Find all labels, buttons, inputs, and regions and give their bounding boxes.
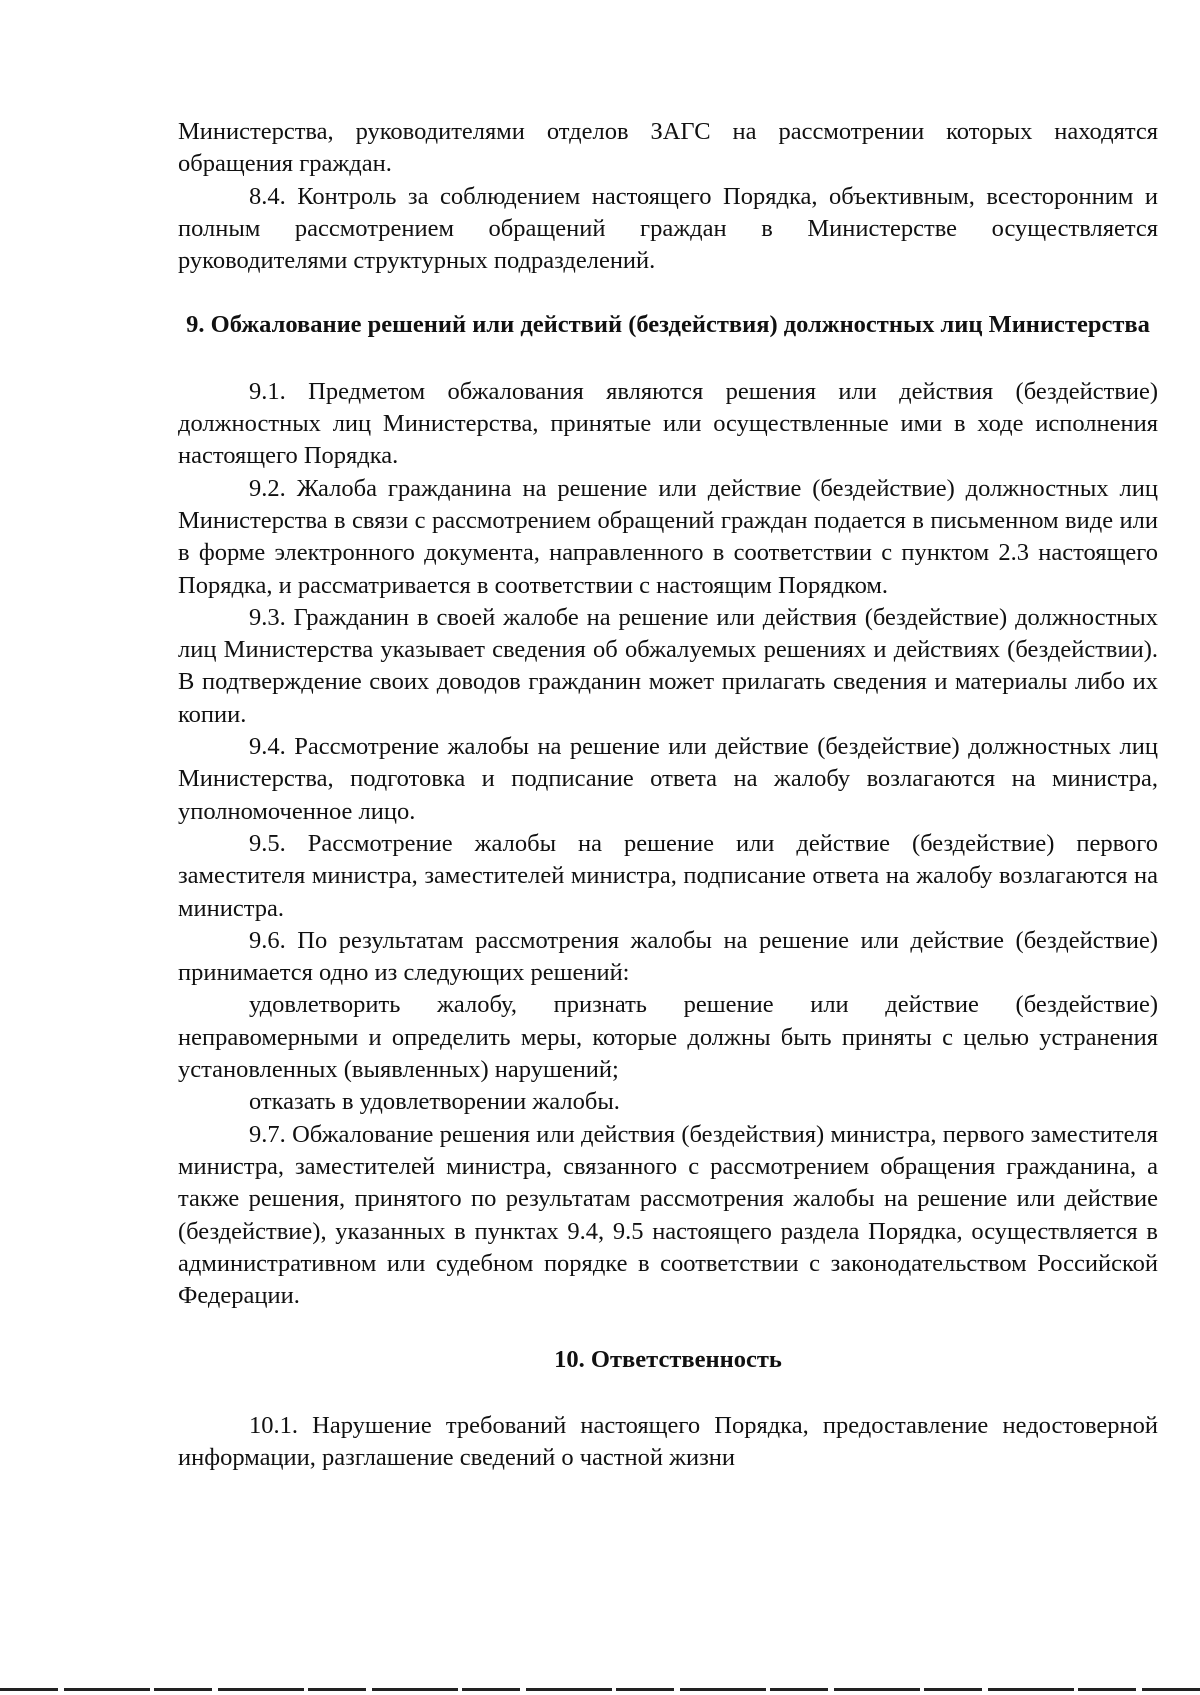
paragraph: 9.4. Рассмотрение жалобы на решение или действие (бездействие) должностных лиц Министерства, подготовка и подписание ответа на жалобу возлагаются на министра, уполномоченное лицо. <box>178 733 1158 825</box>
section-heading: 10. Ответственность <box>554 1346 782 1374</box>
paragraph: 9.5. Рассмотрение жалобы на решение или действие (бездействие) первого заместителя министра, заместителей министра, подписание ответа на жалобу возлагаются на министра. <box>178 829 1158 922</box>
paragraph: 9.7. Обжалование решения или действия (бездействия) министра, первого заместителя министра, заместителей министра, связанного с рассмотрением обращения гражданина, а также решения, принятого по результатам рассмотрения жалобы на решение или действие (бездействие), указанных в пунктах 9.4, 9.5 настоящего раздела Порядка, осуществляется в административном или судебном порядке в соответствии с законодательством Российской Федерации. <box>178 1120 1158 1310</box>
paragraph: отказать в удовлетворении жалобы. <box>249 1088 620 1116</box>
paragraph: 8.4. Контроль за соблюдением настоящего Порядка, объективным, всесторонним и полным рассмотрением обращений граждан в Министерстве осуществляется руководителями структурных подразделений. <box>178 182 1158 275</box>
paragraph: 9.1. Предметом обжалования являются решения или действия (бездействие) должностных лиц Министерства, принятые или осуществленные ими в ходе исполнения настоящего Порядка. <box>178 377 1158 470</box>
paragraph: 9.6. По результатам рассмотрения жалобы на решение или действие (бездействие) принимается одно из следующих решений: <box>178 926 1158 987</box>
document-body <box>178 116 1158 1474</box>
section-heading: 9. Обжалование решений или действий (бездействия) должностных лиц Министерства <box>186 311 1150 339</box>
paragraph: 9.3. Гражданин в своей жалобе на решение или действия (бездействие) должностных лиц Министерства указывает сведения об обжалуемых решениях и действиях (бездействии). В подтверждение своих доводов гражданин может прилагать сведения и материалы либо их копии. <box>178 603 1158 728</box>
paragraph: 9.2. Жалоба гражданина на решение или действие (бездействие) должностных лиц Министерства в связи с рассмотрением обращений граждан подается в письменном виде или в форме электронного документа, направленного в соответствии с пунктом 2.3 настоящего Порядка, и рассматривается в соответствии с настоящим Порядком. <box>178 474 1158 599</box>
paragraph: Министерства, руководителями отделов ЗАГС на рассмотрении которых находятся обращения граждан. <box>178 118 1158 178</box>
paragraph: удовлетворить жалобу, признать решение или действие (бездействие) неправомерными и определить меры, которые должны быть приняты с целью устранения установленных (выявленных) нарушений; <box>178 991 1158 1084</box>
paragraph: 10.1. Нарушение требований настоящего Порядка, предоставление недостоверной информации, разглашение сведений о частной жизни <box>178 1411 1158 1471</box>
scan-edge-line <box>0 1688 1200 1691</box>
